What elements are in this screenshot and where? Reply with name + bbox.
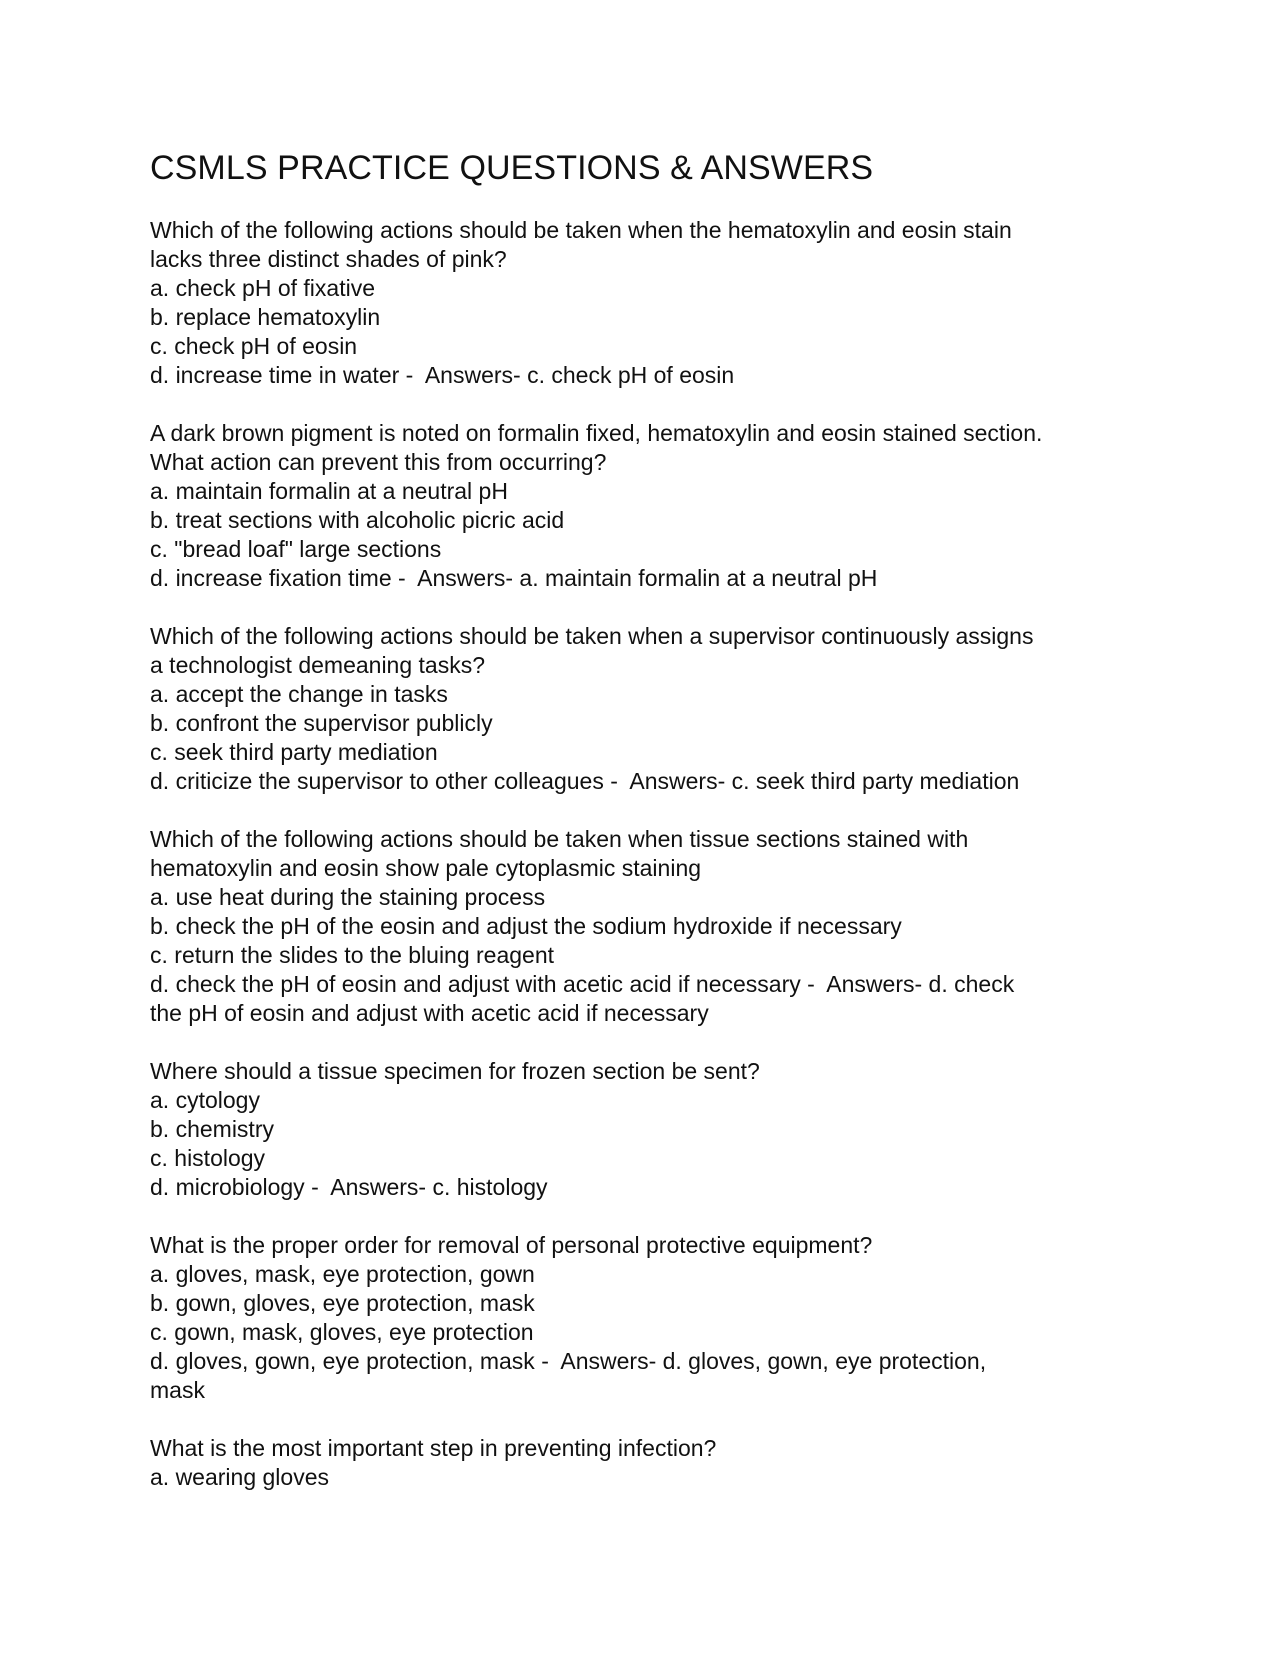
question-block-3 <box>150 622 1130 796</box>
question-block-7 <box>150 1434 1130 1492</box>
question-2-option-b: b. treat sections with alcoholic picric acid <box>150 507 565 533</box>
question-block-1 <box>150 216 1130 390</box>
question-2-line-1: A dark brown pigment is noted on formalin fixed, hematoxylin and eosin stained section. <box>150 420 1043 446</box>
question-4-option-c: c. return the slides to the bluing reagent <box>150 942 555 968</box>
question-6-option-b: b. gown, gloves, eye protection, mask <box>150 1290 535 1316</box>
question-3-option-b: b. confront the supervisor publicly <box>150 710 493 736</box>
question-6-option-d-answer: d. gloves, gown, eye protection, mask - Answers- d. gloves, gown, eye protection, <box>150 1348 987 1374</box>
question-1-option-c: c. check pH of eosin <box>150 333 358 359</box>
question-4-option-d-answer: d. check the pH of eosin and adjust with acetic acid if necessary - Answers- d. check <box>150 971 1015 997</box>
question-2-line-2: What action can prevent this from occurring? <box>150 449 607 475</box>
question-5-option-d-answer: d. microbiology - Answers- c. histology <box>150 1174 548 1200</box>
question-6-answer-continued: mask <box>150 1377 205 1403</box>
question-3-line-2: a technologist demeaning tasks? <box>150 652 485 678</box>
question-4-option-a: a. use heat during the staining process <box>150 884 546 910</box>
question-6-option-c: c. gown, mask, gloves, eye protection <box>150 1319 534 1345</box>
question-5-option-b: b. chemistry <box>150 1116 274 1142</box>
question-5-line-1: Where should a tissue specimen for frozen section be sent? <box>150 1058 760 1084</box>
question-3-option-c: c. seek third party mediation <box>150 739 438 765</box>
question-6-line-1: What is the proper order for removal of personal protective equipment? <box>150 1232 873 1258</box>
question-4-line-1: Which of the following actions should be taken when tissue sections stained with <box>150 826 969 852</box>
question-7-option-a: a. wearing gloves <box>150 1464 329 1490</box>
question-5-option-c: c. histology <box>150 1145 266 1171</box>
document-page <box>150 148 1130 1521</box>
question-1-line-2: lacks three distinct shades of pink? <box>150 246 507 272</box>
question-3-option-a: a. accept the change in tasks <box>150 681 448 707</box>
question-1-option-d-answer: d. increase time in water - Answers- c. check pH of eosin <box>150 362 735 388</box>
question-block-6 <box>150 1231 1130 1405</box>
question-3-option-d-answer: d. criticize the supervisor to other colleagues - Answers- c. seek third party mediation <box>150 768 1020 794</box>
question-6-option-a: a. gloves, mask, eye protection, gown <box>150 1261 535 1287</box>
question-4-line-2: hematoxylin and eosin show pale cytoplasmic staining <box>150 855 702 881</box>
question-5-option-a: a. cytology <box>150 1087 260 1113</box>
document-title: CSMLS PRACTICE QUESTIONS & ANSWERS <box>150 149 874 187</box>
question-block-4 <box>150 825 1130 1028</box>
question-3-line-1: Which of the following actions should be taken when a supervisor continuously assigns <box>150 623 1034 649</box>
question-7-line-1: What is the most important step in preventing infection? <box>150 1435 717 1461</box>
question-block-2 <box>150 419 1130 593</box>
question-block-5 <box>150 1057 1130 1202</box>
question-4-option-b: b. check the pH of the eosin and adjust the sodium hydroxide if necessary <box>150 913 902 939</box>
question-2-option-d-answer: d. increase fixation time - Answers- a. maintain formalin at a neutral pH <box>150 565 878 591</box>
question-2-option-a: a. maintain formalin at a neutral pH <box>150 478 508 504</box>
question-4-answer-continued: the pH of eosin and adjust with acetic acid if necessary <box>150 1000 709 1026</box>
question-1-option-b: b. replace hematoxylin <box>150 304 381 330</box>
question-1-line-1: Which of the following actions should be taken when the hematoxylin and eosin stain <box>150 217 1012 243</box>
question-2-option-c: c. "bread loaf" large sections <box>150 536 442 562</box>
question-1-option-a: a. check pH of fixative <box>150 275 375 301</box>
